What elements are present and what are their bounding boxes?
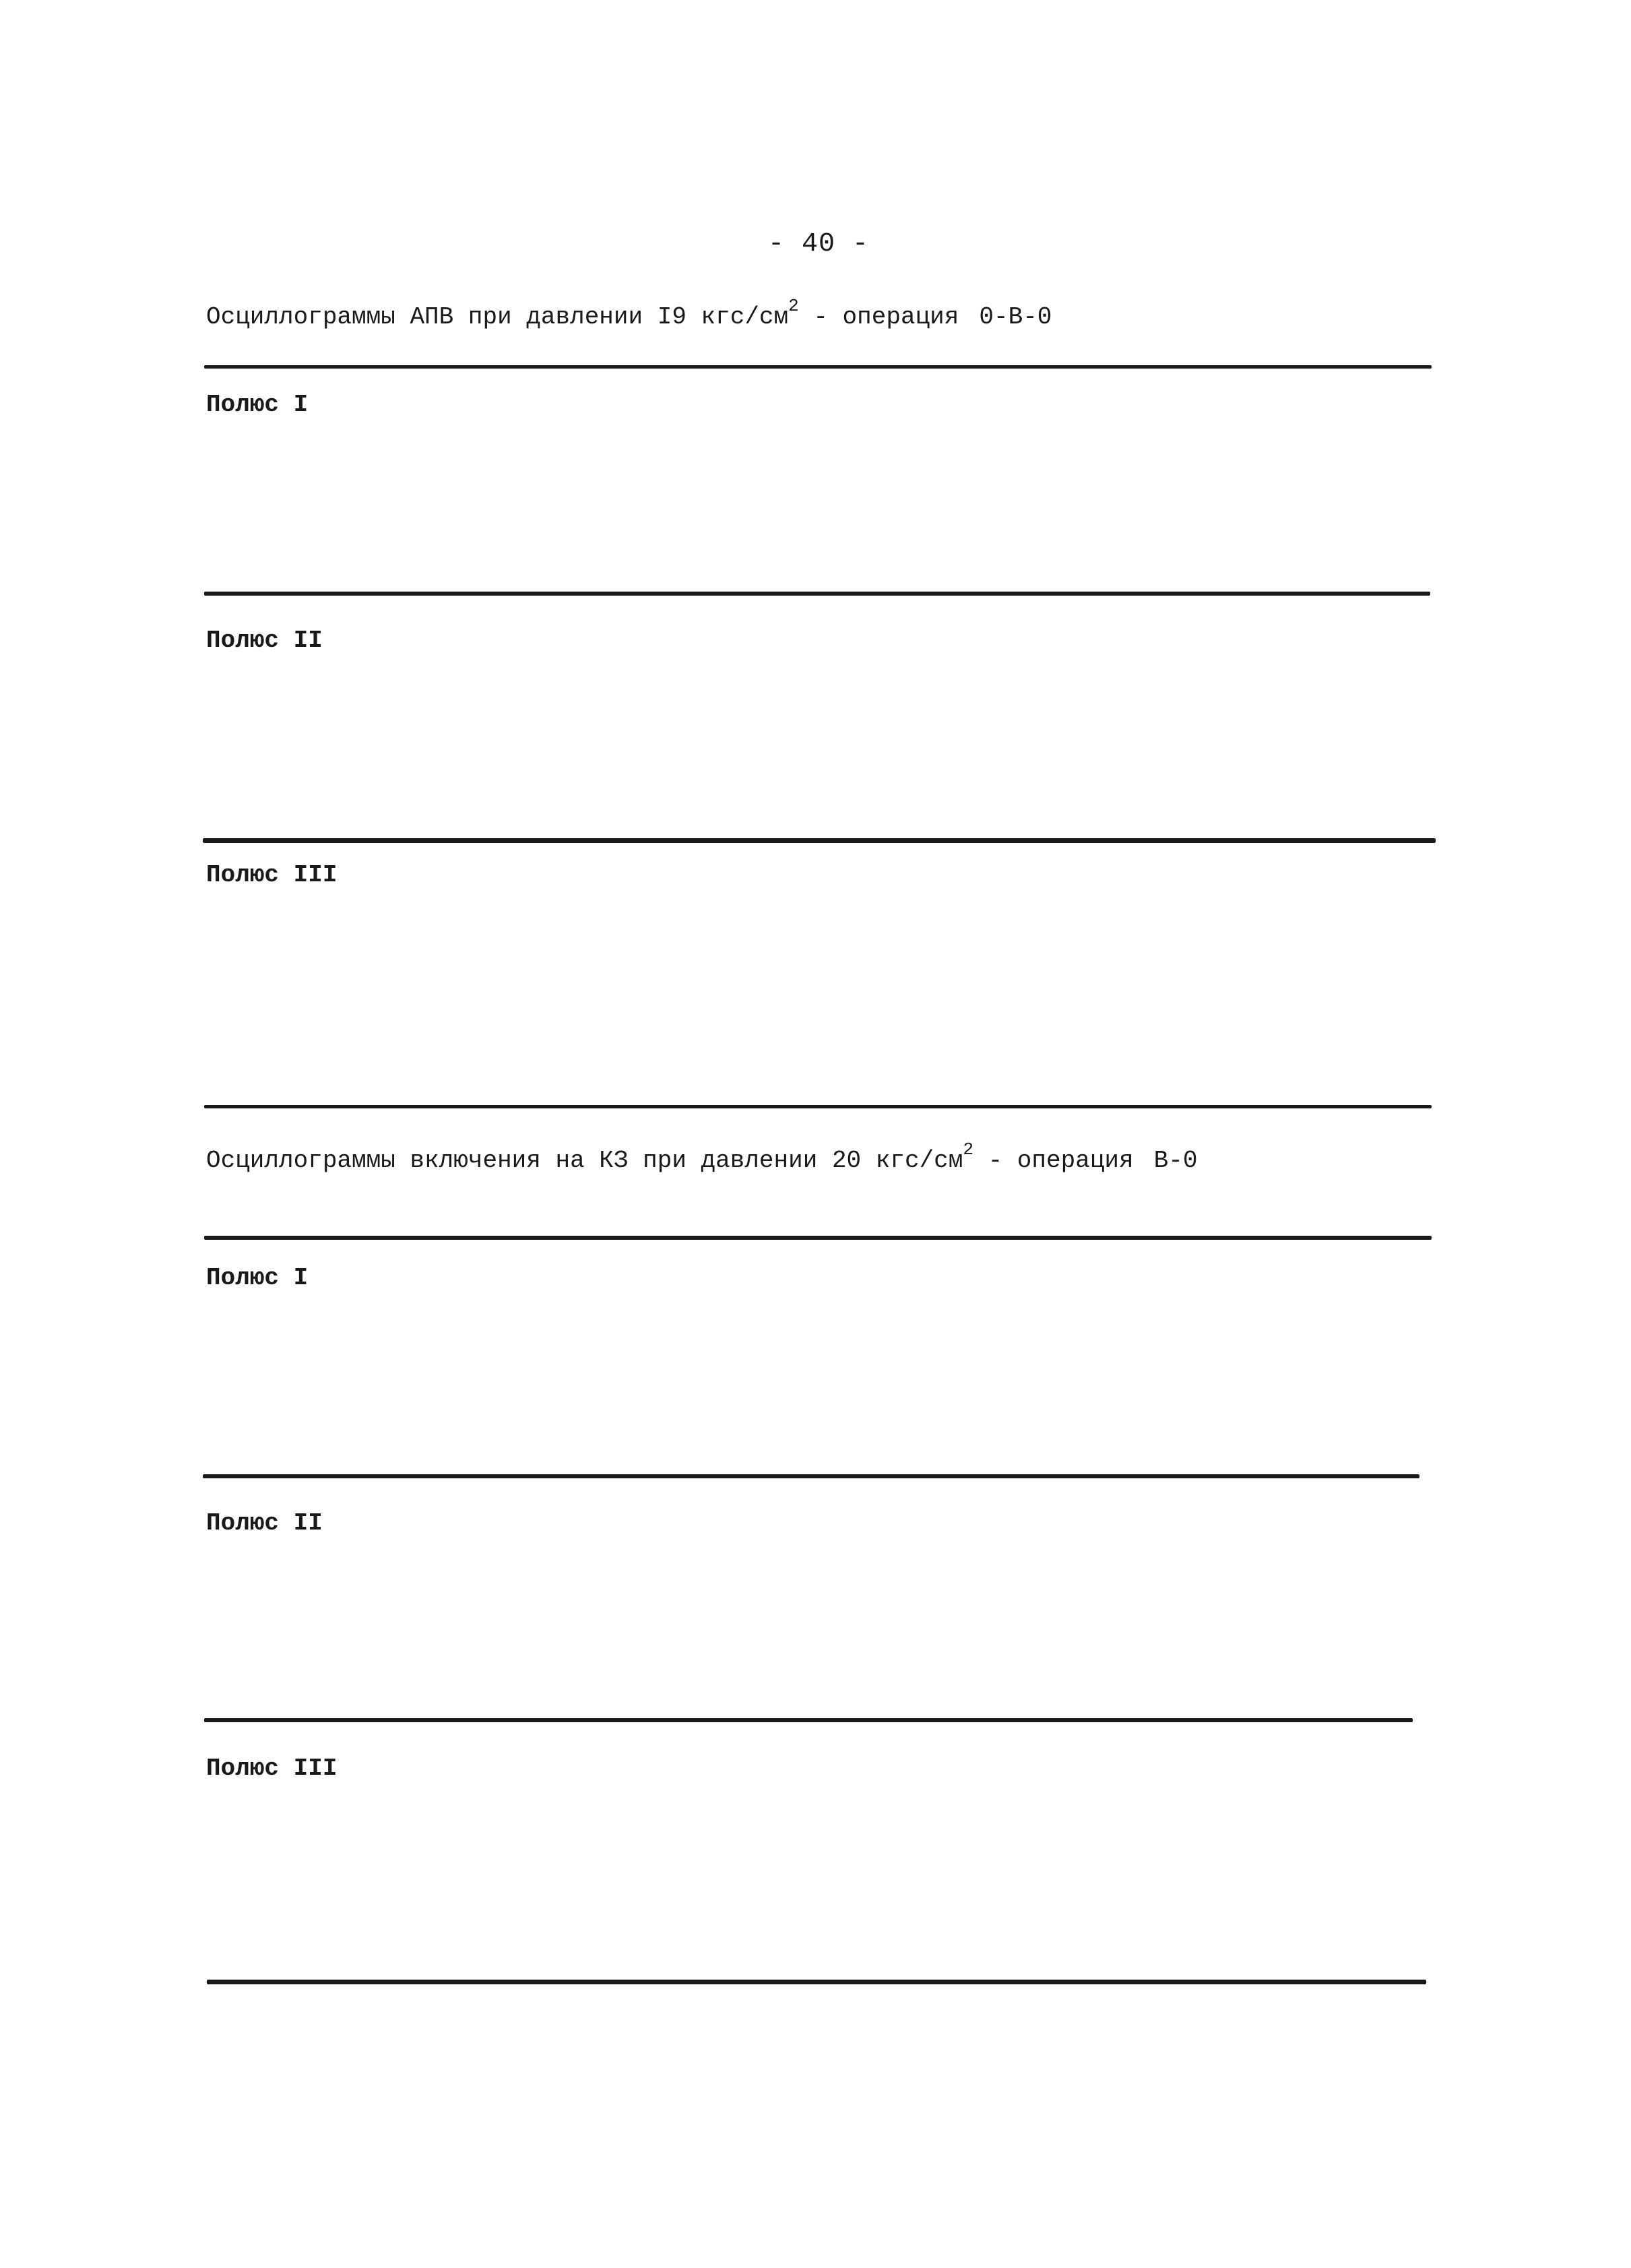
section-1-pole-3-label: Полюс III: [206, 861, 338, 889]
section-1-pole-1-label: Полюс I: [206, 391, 309, 418]
section-2-heading: [206, 1139, 1198, 1174]
section-1-operation: 0-В-0: [979, 303, 1052, 331]
section-2-pole-1-rule: [203, 1474, 1419, 1478]
section-2-heading-text: Осциллограммы включения на КЗ при давлении 20 кгс/см: [206, 1147, 963, 1174]
section-2-heading-suffix: - операция: [973, 1147, 1134, 1174]
section-2-pole-3-label: Полюс III: [206, 1755, 338, 1782]
section-2-operation: В-0: [1153, 1147, 1198, 1174]
section-1-heading-suffix: - операция: [798, 303, 959, 331]
section-2-pole-1-label: Полюс I: [206, 1264, 309, 1292]
section-1-top-rule: [204, 365, 1432, 369]
section-2-top-rule: [204, 1236, 1432, 1240]
section-1-pole-2-label: Полюс II: [206, 627, 323, 654]
page-number: - 40 -: [768, 229, 870, 259]
section-1-heading-text: Осциллограммы АПВ при давлении I9 кгс/см: [206, 303, 789, 331]
section-1-heading: [206, 296, 1052, 331]
section-2-pole-3-rule: [207, 1980, 1426, 1984]
section-2-pole-2-rule: [204, 1718, 1413, 1722]
section-1-heading-superscript: 2: [788, 296, 799, 316]
section-1-pole-3-rule: [204, 1105, 1432, 1108]
section-1-pole-2-rule: [203, 838, 1436, 843]
section-2-pole-2-label: Полюс II: [206, 1509, 323, 1537]
section-2-heading-superscript: 2: [963, 1139, 973, 1160]
section-1-pole-1-rule: [204, 592, 1430, 596]
